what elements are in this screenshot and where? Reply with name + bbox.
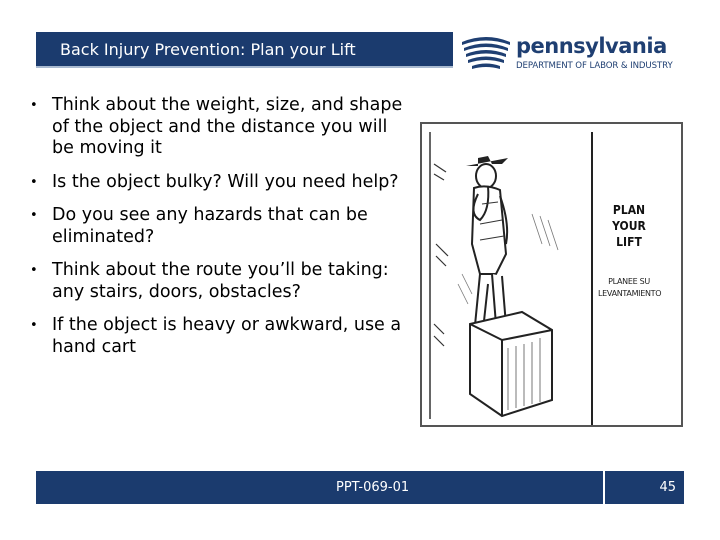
sign-title: PLAN YOUR LIFT xyxy=(612,203,646,249)
bullet-item xyxy=(30,172,410,194)
bullet-marker: • xyxy=(30,208,38,223)
footer-code: PPT-069-01 xyxy=(336,480,410,495)
bullet-marker: • xyxy=(30,318,38,333)
bullet-item xyxy=(30,205,410,248)
bullet-marker: • xyxy=(30,263,38,278)
bullet-text: Think about the weight, size, and shape of the object and the distance you will be moving it xyxy=(52,95,403,158)
bullet-text: Think about the route you’ll be taking: any stairs, doors, obstacles? xyxy=(52,260,389,302)
pennsylvania-logo xyxy=(458,30,688,76)
bullet-text: If the object is heavy or awkward, use a hand cart xyxy=(52,315,402,357)
logo-wordmark: pennsylvania xyxy=(516,34,667,58)
footer-right-band xyxy=(605,471,684,504)
bullet-list xyxy=(30,95,410,370)
logo-department: DEPARTMENT OF LABOR & INDUSTRY xyxy=(516,61,673,71)
bullet-item xyxy=(30,260,410,303)
plan-your-lift-illustration xyxy=(420,122,683,427)
sign-subtitle: PLANEE SU LEVANTAMIENTO xyxy=(598,277,662,298)
footer-left-band xyxy=(36,471,603,504)
bullet-item xyxy=(30,315,410,358)
page-number: 45 xyxy=(659,480,676,495)
bullet-marker: • xyxy=(30,98,38,113)
slide-title: Back Injury Prevention: Plan your Lift xyxy=(60,40,356,59)
worker-planning-lift-illustration xyxy=(422,124,681,425)
bullet-text: Is the object bulky? Will you need help? xyxy=(52,171,399,192)
keystone-capitol-logo-icon xyxy=(458,30,514,74)
bullet-text: Do you see any hazards that can be eliminated? xyxy=(52,205,368,247)
footer-bar xyxy=(36,471,684,504)
bullet-item xyxy=(30,95,410,160)
bullet-marker: • xyxy=(30,174,38,190)
slide-title-bar xyxy=(36,32,453,68)
